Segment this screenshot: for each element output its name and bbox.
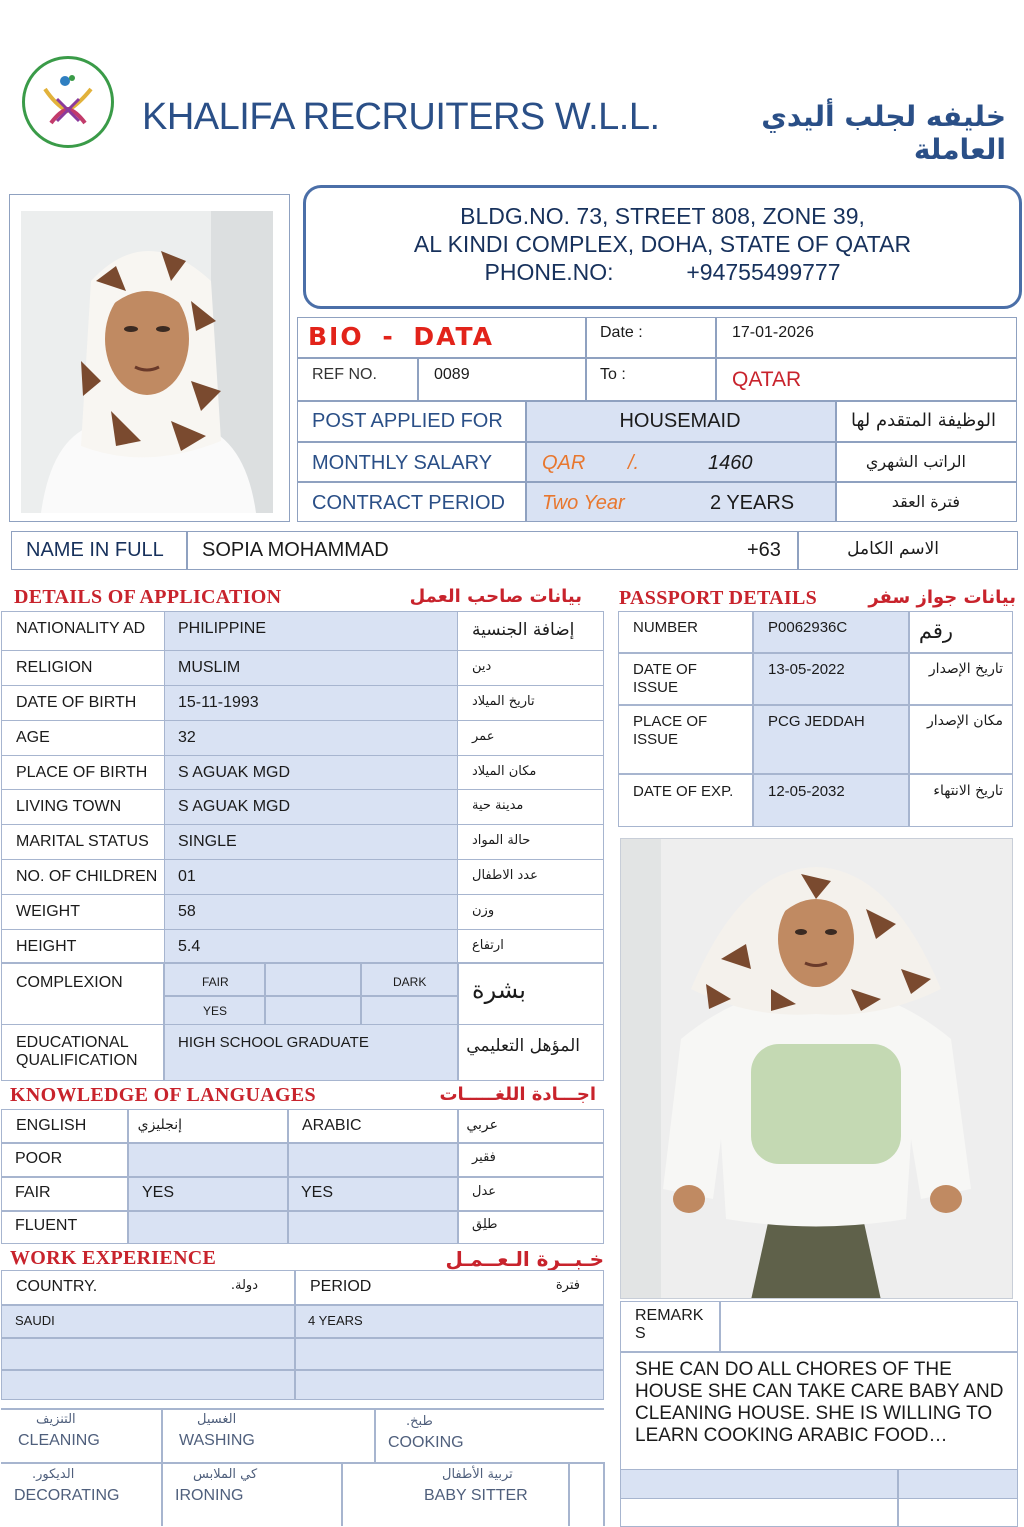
to-label: To : [600,366,626,383]
passport-title-ar: بيانات جواز سفر [868,587,1016,608]
skill-ar: تربية الأطفال [442,1467,513,1482]
ref-label: REF NO. [312,366,377,383]
passport-place-label: PLACE OF ISSUE [633,713,708,748]
application-value: 15-11-1993 [178,694,259,711]
ref-value: 0089 [434,366,470,383]
passport-exp-label: DATE OF EXP. [633,783,734,800]
work-country: SAUDI [15,1313,55,1328]
application-value: 01 [178,868,196,885]
lang-english: ENGLISH [16,1117,87,1134]
application-value: 32 [178,729,196,746]
application-row [1,930,604,963]
salary-currency: QAR [542,452,586,474]
application-ar: وزن [472,903,495,918]
application-value: 58 [178,903,196,920]
lang-level-ar: فقير [472,1150,496,1165]
application-value: S AGUAK MGD [178,764,291,781]
post-value: HOUSEMAID [619,410,741,432]
application-row [1,611,604,651]
skill-en: BABY SITTER [424,1487,528,1504]
languages-title-ar: اجـــادة اللغـــــات [439,1084,596,1105]
company-logo [22,56,114,148]
lang-level-label: FAIR [15,1184,51,1201]
skill-ar: كي الملابس [193,1467,258,1482]
application-ar: حالة المواد [472,833,531,848]
application-ar: مدينة حية [472,798,524,813]
address-line-1: BLDG.NO. 73, STREET 808, ZONE 39, [460,203,865,229]
skill-ar: الديكور. [32,1467,75,1482]
contract-hint: Two Year [542,492,625,514]
application-label: DATE OF BIRTH [16,694,137,711]
application-row [1,721,604,756]
passport-place-value: PCG JEDDAH [768,713,865,730]
work-country-ar: دولة. [230,1278,258,1293]
passport-issue-label: DATE OF ISSUE [633,661,697,696]
skill-en: CLEANING [18,1432,100,1449]
application-label: HEIGHT [16,938,77,955]
passport-number-value: P0062936C [768,619,848,636]
skill-ar: التنزيف [36,1412,76,1427]
to-value: QATAR [732,368,802,391]
application-ar: عمر [472,729,495,744]
salary-value: 1460 [708,452,753,474]
contract-ar: فترة العقد [891,492,960,511]
phone-label: PHONE.NO: [484,259,614,285]
phone-value: +94755499777 [686,259,841,285]
application-ar: تاريخ الميلاد [472,694,535,709]
complexion-fair: FAIR [202,975,229,989]
logo-icon [25,59,111,145]
lang-arabic: ARABIC [302,1117,362,1134]
application-value: S AGUAK MGD [178,798,291,815]
education-ar: المؤهل التعليمي [466,1036,580,1056]
lang-level-ar: طلِق [472,1217,498,1232]
complexion-ar: بشرة [472,976,526,1004]
lang-arabic-ar: عربي [466,1117,498,1133]
application-value: MUSLIM [178,659,241,676]
application-row [1,790,604,825]
biodata-title: BIO - DATA [308,322,495,351]
application-value: PHILIPPINE [178,620,267,637]
name-ar: الاسم الكامل [847,539,939,559]
application-value: 5.4 [178,938,201,955]
application-row [1,895,604,930]
work-period-ar: فترة [555,1278,580,1293]
complexion-selected: YES [203,1004,228,1018]
application-ar: إضافة الجنسية [472,620,575,640]
application-label: PLACE OF BIRTH [16,764,148,781]
work-title: WORK EXPERIENCE [10,1247,217,1269]
lang-level-label: POOR [15,1150,63,1167]
lang-arabic-level: YES [301,1184,334,1201]
application-ar: دين [472,659,492,674]
post-label: POST APPLIED FOR [312,410,503,432]
skill-en: WASHING [179,1432,255,1449]
application-label: WEIGHT [16,903,80,920]
passport-issue-ar: تاريخ الإصدار [928,661,1003,677]
company-name-ar: خليفه لجلب أليدي العاملة [761,100,1006,166]
address-box [303,185,1022,309]
date-value: 17-01-2026 [732,324,814,341]
applicant-portrait-photo [21,211,273,513]
lang-level-label: FLUENT [15,1217,78,1234]
application-row [1,686,604,721]
skill-ar: طبخ. [406,1414,433,1429]
education-label: EDUCATIONAL QUALIFICATION [16,1034,138,1069]
name-value: SOPIA MOHAMMAD [202,539,389,561]
languages-title: KNOWLEDGE OF LANGUAGES [10,1084,316,1106]
passport-number-ar: رقم [918,619,953,643]
company-name-en: KHALIFA RECRUITERS W.L.L. [142,96,660,138]
salary-label: MONTHLY SALARY [312,452,493,474]
contract-label: CONTRACT PERIOD [312,492,505,514]
address-line-2: AL KINDI COMPLEX, DOHA, STATE OF QATAR [413,231,912,257]
application-title-ar: بيانات صاحب العمل [409,586,582,607]
name-code: +63 [747,539,781,561]
application-row [1,756,604,790]
name-label: NAME IN FULL [26,539,164,561]
date-label: Date : [600,324,643,341]
phone-line [306,258,1019,286]
post-ar: الوظيفة المتقدم لها [850,410,996,431]
remarks-footer-bar [621,1469,1017,1499]
work-period: 4 YEARS [308,1313,363,1328]
application-row [1,825,604,860]
skills-table [1,1408,604,1526]
remarks-label: REMARK S [635,1307,704,1342]
application-value: SINGLE [178,833,237,850]
complexion-dark: DARK [393,975,427,989]
salary-ar: الراتب الشهري [865,452,966,471]
passport-exp-value: 12-05-2032 [768,783,845,800]
lang-english-ar: إنجليزي [137,1117,182,1133]
skill-ar: الغسيل [197,1412,237,1427]
complexion-label: COMPLEXION [16,974,123,991]
application-label: MARITAL STATUS [16,833,149,850]
work-country-label: COUNTRY. [16,1278,98,1295]
application-ar: مكان الميلاد [472,764,537,779]
passport-number-label: NUMBER [633,619,699,636]
lang-level-ar: عدل [472,1184,497,1199]
passport-issue-value: 13-05-2022 [768,661,845,678]
application-label: NATIONALITY AD [16,620,146,637]
application-row [1,651,604,686]
application-ar: عدد الاطفال [472,868,538,883]
application-ar: ارتفاع [472,938,504,953]
application-label: NO. OF CHILDREN [16,868,158,885]
application-label: AGE [16,729,50,746]
education-value: HIGH SCHOOL GRADUATE [178,1034,369,1051]
lang-english-level: YES [142,1184,175,1201]
passport-title: PASSPORT DETAILS [619,587,818,609]
application-title: DETAILS OF APPLICATION [14,586,282,608]
remarks-text: SHE CAN DO ALL CHORES OF THE HOUSE SHE CAN TAKE CARE BABY AND CLEANING HOUSE. SHE IS WILLING TO LEARN COOKING ARABIC FOOD… [635,1359,1004,1446]
contract-value: 2 YEARS [710,492,795,514]
application-label: RELIGION [16,659,93,676]
work-title-ar: خـبــرة الـعــمـل [445,1247,604,1271]
salary-sep: /. [628,452,640,474]
applicant-full-body-photo [620,838,1013,1299]
passport-place-ar: مكان الإصدار [927,713,1003,729]
skill-en: DECORATING [14,1487,120,1504]
skill-en: COOKING [388,1434,464,1451]
skill-en: IRONING [175,1487,244,1504]
application-row [1,860,604,895]
application-label: LIVING TOWN [16,798,122,815]
passport-exp-ar: تاريخ الانتهاء [933,783,1003,799]
work-period-label: PERIOD [310,1278,372,1295]
